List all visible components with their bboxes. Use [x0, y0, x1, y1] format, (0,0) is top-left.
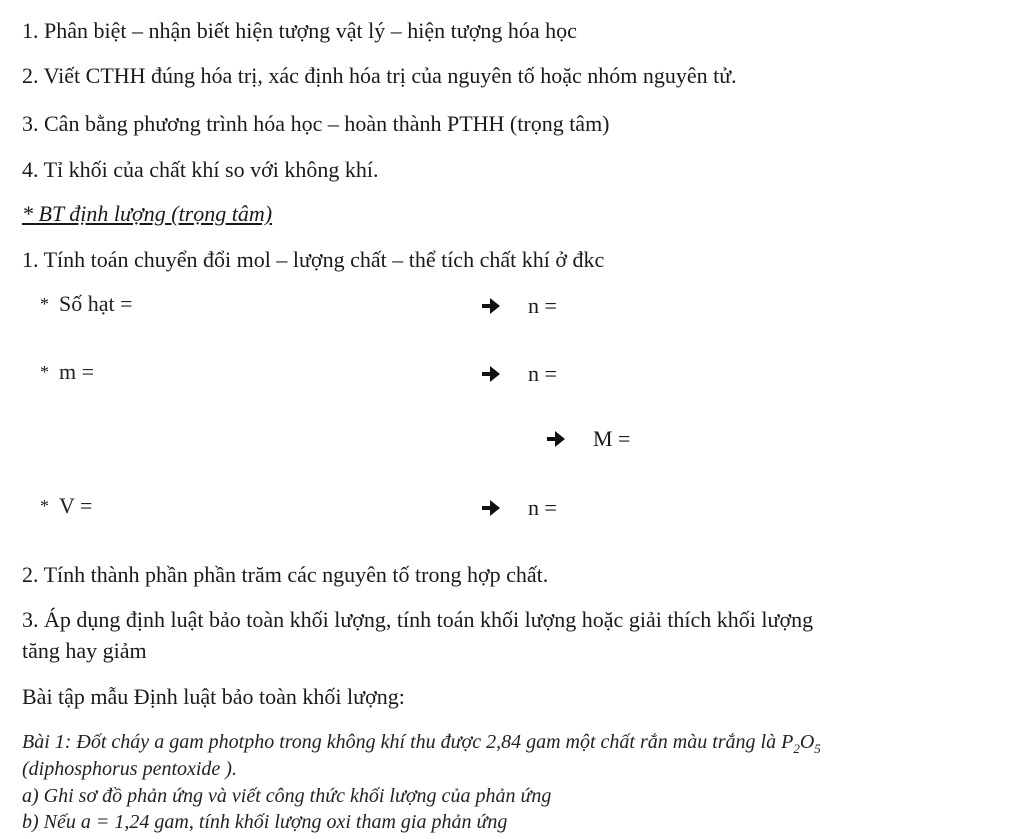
topic-percent: 2. Tính thành phần phần trăm các nguyên tố trong hợp chất. [22, 562, 549, 587]
arrow-row-2 [480, 360, 557, 388]
exercise-line-4: b) Nếu a = 1,24 gam, tính khối lượng oxi tham gia phản ứng [22, 811, 508, 833]
sample-heading: Bài tập mẫu Định luật bảo toàn khối lượng: [22, 684, 405, 709]
chemical-formula [781, 731, 821, 756]
n-label-3: n = [528, 495, 557, 520]
bullet-star: * [40, 362, 49, 382]
bullet-star: * [40, 294, 49, 314]
mass-label: m = [59, 359, 95, 384]
n-label-2: n = [528, 361, 557, 386]
arrow-row-4 [480, 494, 557, 522]
exercise-line-3: a) Ghi sơ đồ phản ứng và viết công thức khối lượng của phản ứng [22, 785, 552, 807]
topic-conservation-2: tăng hay giảm [22, 638, 147, 663]
formula-volume [40, 492, 92, 520]
arrow-row-1 [480, 292, 557, 320]
formula-p: P [781, 731, 794, 753]
molar-mass-label: M = [593, 426, 631, 451]
right-arrow-icon [480, 497, 502, 519]
exercise-line-2: (diphosphorus pentoxide ). [22, 758, 237, 780]
topic-conservation-1: 3. Áp dụng định luật bảo toàn khối lượng, tính toán khối lượng hoặc giải thích khối lượng [22, 607, 814, 632]
topic-line-3: 3. Cân bằng phương trình hóa học – hoàn thành PTHH (trọng tâm) [22, 111, 610, 136]
n-label-1: n = [528, 293, 557, 318]
particles-label: Số hạt = [59, 291, 133, 316]
calc-title: 1. Tính toán chuyển đổi mol – lượng chất – thể tích chất khí ở đkc [22, 247, 605, 272]
right-arrow-icon [545, 428, 567, 450]
arrow-row-3 [545, 425, 630, 453]
formula-particles [40, 290, 133, 318]
volume-label: V = [59, 493, 93, 518]
exercise-text-1: Bài 1: Đốt cháy a gam photpho trong không khí thu được 2,84 gam một chất rắn màu trắng là [22, 731, 777, 753]
right-arrow-icon [480, 363, 502, 385]
bullet-star: * [40, 496, 49, 516]
formula-o: O [799, 731, 815, 753]
bt-heading: * BT định lượng (trọng tâm) [22, 201, 273, 226]
formula-o-sub: 5 [814, 741, 821, 756]
topic-line-2: 2. Viết CTHH đúng hóa trị, xác định hóa trị của nguyên tố hoặc nhóm nguyên tử. [22, 63, 737, 88]
topic-line-1: 1. Phân biệt – nhận biết hiện tượng vật lý – hiện tượng hóa học [22, 18, 577, 43]
formula-p-sub: 2 [793, 741, 800, 756]
topic-line-4: 4. Tỉ khối của chất khí so với không khí. [22, 157, 379, 182]
right-arrow-icon [480, 295, 502, 317]
formula-mass [40, 358, 94, 386]
